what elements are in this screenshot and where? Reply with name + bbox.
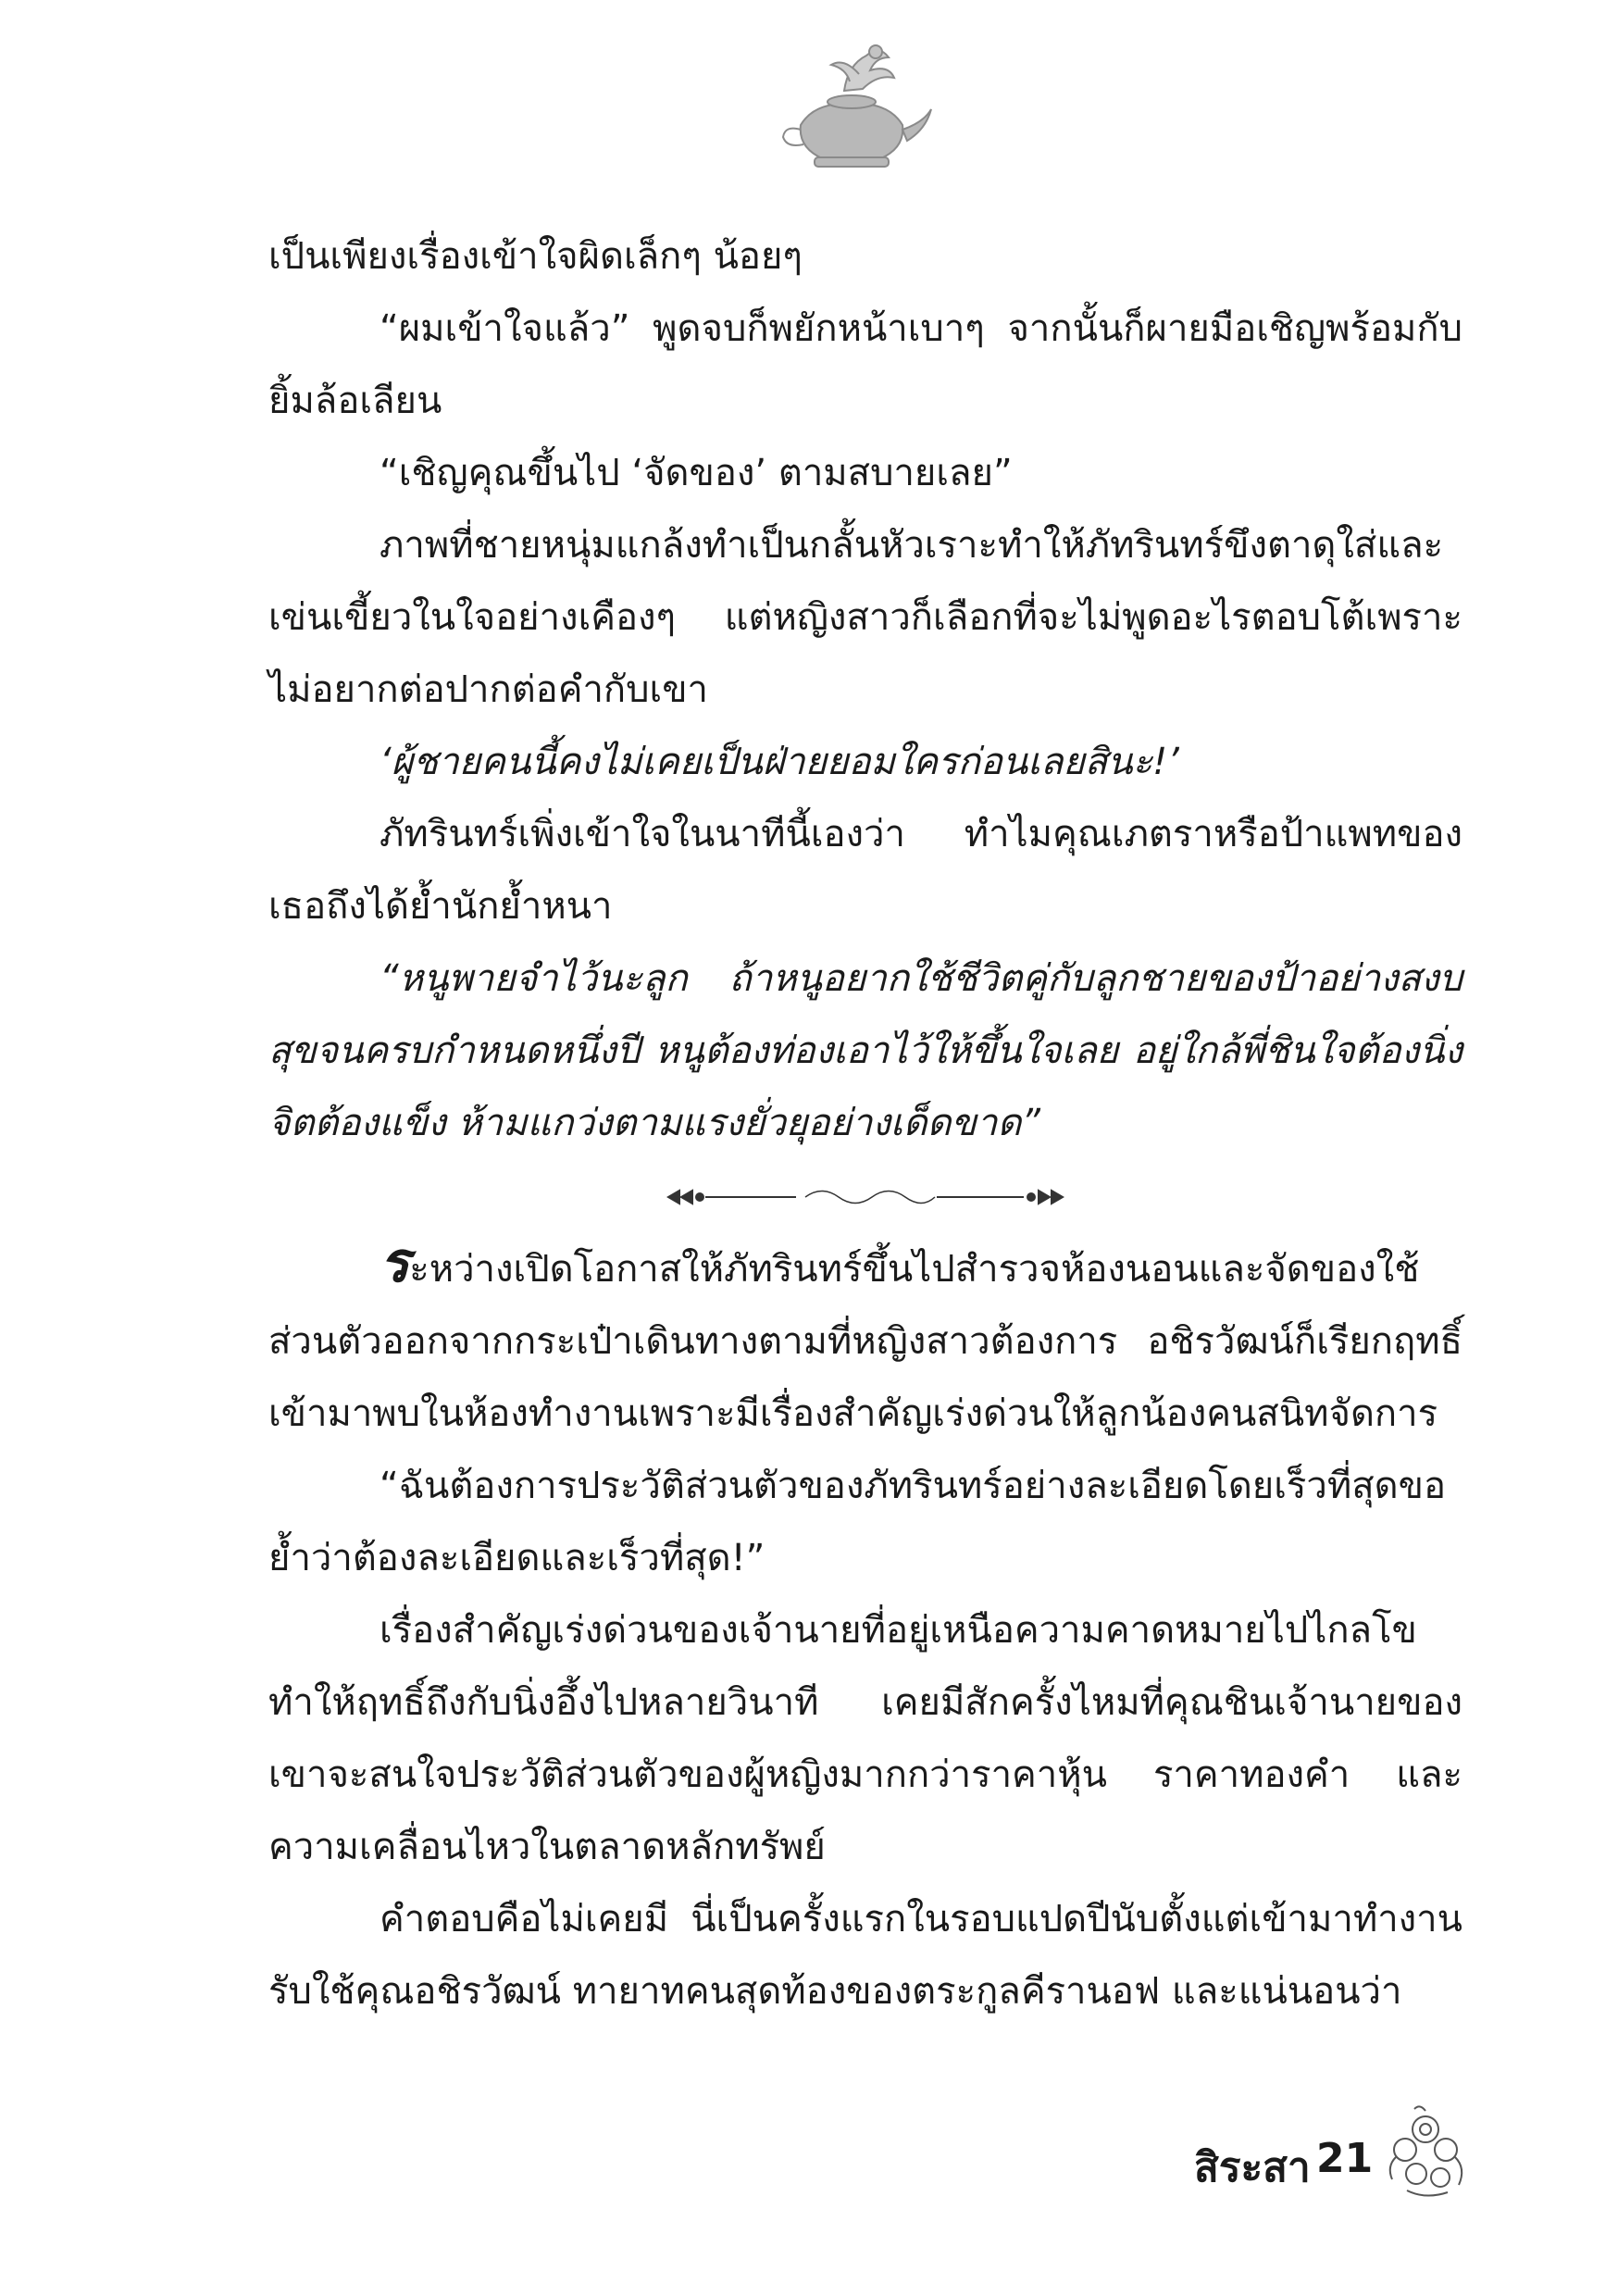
drop-cap: ร: [380, 1230, 410, 1295]
section-opening-paragraph: [268, 1230, 1462, 1450]
paragraph-italic: “หนูพายจำไว้นะลูก ถ้าหนูอยากใช้ชีวิตคู่กับลูกชายของป้าอย่างสงบสุขจนครบกำหนดหนึ่งปี หนูต้องท่องเอาไว้ให้ขึ้นใจเลย อยู่ใกล้พี่ชินใจต้องนิ่ง จิตต้องแข็ง ห้ามแกว่งตามแรงยั่วยุอย่างเด็ดขาด”: [268, 957, 1462, 1144]
paragraph: “ฉันต้องการประวัติส่วนตัวของภัทรินทร์อย่างละเอียดโดยเร็วที่สุดขอย้ำว่าต้องละเอียดและเร็วที่สุด!”: [268, 1465, 1446, 1579]
ornament-divider-icon: [666, 1181, 1064, 1213]
teapot-fairy-emblem-icon: [759, 37, 944, 194]
flower-bouquet-icon: [1379, 2102, 1472, 2203]
page-footer: [1194, 2102, 1472, 2213]
paragraph: ภัทรินทร์เพิ่งเข้าใจในนาทีนี้เองว่า ทำไมคุณเภตราหรือป้าแพทของเธอถึงได้ย้ำนักย้ำหนา: [268, 813, 1462, 928]
author-name: สิระสา: [1194, 2144, 1311, 2191]
page-number: 21: [1316, 2135, 1374, 2182]
paragraph-italic: ‘ผู้ชายคนนี้คงไม่เคยเป็นฝ่ายยอมใครก่อนเลยสินะ!’: [380, 741, 1179, 783]
paragraph: “ผมเข้าใจแล้ว” พูดจบก็พยักหน้าเบาๆ จากนั้นก็ผายมือเชิญพร้อมกับยิ้มล้อเลียน: [268, 307, 1462, 422]
paragraph: “เชิญคุณขึ้นไป ‘จัดของ’ ตามสบายเลย”: [380, 452, 1013, 494]
paragraph: คำตอบคือไม่เคยมี นี่เป็นครั้งแรกในรอบแปดปีนับตั้งแต่เข้ามาทำงานรับใช้คุณอชิรวัฒน์ ทายาทคนสุดท้องของตระกูลคีรานอฟ และแน่นอนว่า: [268, 1898, 1462, 2013]
body-text: [268, 220, 1462, 2028]
section-divider: [268, 1174, 1462, 1220]
paragraph: เป็นเพียงเรื่องเข้าใจผิดเล็กๆ น้อยๆ: [268, 235, 803, 278]
paragraph: ภาพที่ชายหนุ่มแกล้งทำเป็นกลั้นหัวเราะทำให้ภัทรินทร์ขึงตาดุใส่และเข่นเขี้ยวในใจอย่างเคืองๆ แต่หญิงสาวก็เลือกที่จะไม่พูดอะไรตอบโต้เพราะไม่อยากต่อปากต่อคำกับเขา: [268, 524, 1462, 711]
section-opening-text: ะหว่างเปิดโอกาสให้ภัทรินทร์ขึ้นไปสำรวจห้องนอนและจัดของใช้ส่วนตัวออกจากกระเป๋าเดินทางตามที่หญิงสาวต้องการ อชิรวัฒน์ก็เรียกฤทธิ์เข้ามาพบในห้องทำงานเพราะมีเรื่องสำคัญเร่งด่วนให้ลูกน้องคนสนิทจัดการ: [268, 1248, 1462, 1435]
paragraph: เรื่องสำคัญเร่งด่วนของเจ้านายที่อยู่เหนือความคาดหมายไปไกลโขทำให้ฤทธิ์ถึงกับนิ่งอึ้งไปหลายวินาที เคยมีสักครั้งไหมที่คุณชินเจ้านายของเขาจะสนใจประวัติส่วนตัวของผู้หญิงมากกว่าราคาหุ้น ราคาทองคำ และความเคลื่อนไหวในตลาดหลักทรัพย์: [268, 1609, 1462, 1868]
